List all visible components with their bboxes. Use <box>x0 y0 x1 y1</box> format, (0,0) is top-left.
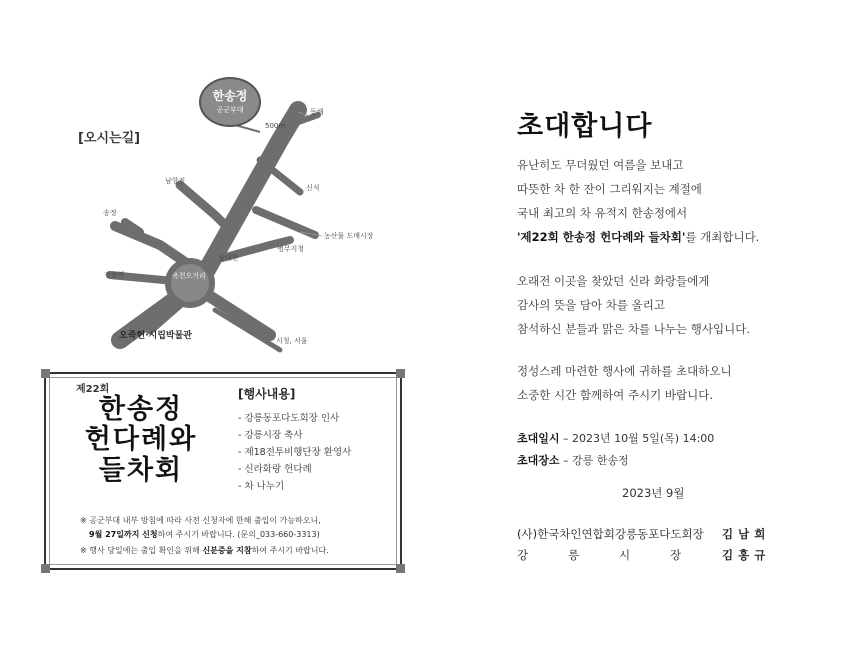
event-item: - 제18전투비행단장 환영사 <box>238 447 352 458</box>
map-label-namdaecheon: 남대천 <box>218 254 239 262</box>
event-edition: 제22회 <box>76 384 110 395</box>
invite-venue <box>517 452 629 468</box>
map-roundabout <box>168 261 212 305</box>
events-list <box>238 410 351 495</box>
invite-text-line: 정성스레 마련한 행사에 귀하를 초대하오니 <box>517 364 732 378</box>
invitation-title: 초대합니다 <box>517 111 653 142</box>
invite-dateline: 2023년 9월 <box>622 486 685 500</box>
notice-id-pre: ※ 행사 당일에는 출입 확인을 위해 <box>80 546 203 555</box>
frame-corner <box>41 369 50 378</box>
signature-line-1 <box>517 526 770 542</box>
signatory-1-org: (사)한국차인연합회강릉동포다도회장 <box>517 527 704 541</box>
event-item: - 강릉동포다도회장 인사 <box>238 413 340 424</box>
invite-text-line <box>517 229 759 245</box>
directions-map <box>0 0 430 360</box>
badge-name: 한송정 <box>212 89 248 103</box>
calligraphy-line-2: 헌다례와 <box>84 424 198 455</box>
map-label-cityhall: 시청, 서울 <box>276 337 308 345</box>
invite-text-line: 국내 최고의 차 유적지 한송정에서 <box>517 206 688 220</box>
notice-line-2 <box>89 529 320 540</box>
signatory-2-org <box>517 547 722 563</box>
badge-sub: 공군부대 <box>216 106 244 114</box>
event-item: - 강릉시장 축사 <box>238 430 303 441</box>
map-road-main <box>120 110 298 340</box>
map-road-namhangjin <box>180 185 228 228</box>
signature-line-2 <box>517 547 770 563</box>
invite-text-line: 오래전 이곳을 찾았던 신라 화랑들에게 <box>517 274 710 288</box>
frame-corner <box>396 369 405 378</box>
signatory-2-name: 김홍규 <box>722 548 771 562</box>
calligraphy-line-1: 한송정 <box>98 394 184 425</box>
map-label-museum: 오죽헌·시립박물관 <box>119 331 192 341</box>
map-road-market <box>256 210 315 235</box>
map-label-donghae: 동해 <box>310 108 324 116</box>
invite-text-line: 유난히도 무더웠던 여름을 보내고 <box>517 158 684 172</box>
events-title: [행사내용] <box>238 387 296 401</box>
notice-contact: 하여 주시기 바랍니다. (문의_033-660-3313) <box>157 530 320 539</box>
org-char: 강 <box>517 548 529 562</box>
invite-datetime <box>517 430 714 446</box>
map-label-byeongmu: 병무지청 <box>277 245 305 253</box>
invite-text-line: 감사의 뜻을 담아 차를 올리고 <box>517 298 665 312</box>
invite-text-line: 참석하신 분들과 맑은 차를 나누는 행사입니다. <box>517 322 751 336</box>
map-label-songjeong: 송정 <box>103 209 117 217</box>
org-char: 장 <box>670 548 682 562</box>
notice-id-bold: 신분증을 지참 <box>202 546 252 555</box>
notice-deadline: 9월 27일까지 신청 <box>89 530 158 539</box>
datetime-label: 초대일시 <box>517 432 560 445</box>
calligraphy-line-3: 들차회 <box>98 455 184 486</box>
signatory-1-name: 김남희 <box>722 527 771 541</box>
map-label-500m: 500m <box>265 122 286 130</box>
notice-id-post: 하여 주시기 바랍니다. <box>251 546 329 555</box>
map-label-namhangjin: 남항진 <box>165 177 186 185</box>
map-title: [오시는길] <box>78 131 141 146</box>
invite-text-line: 따뜻한 차 한 잔이 그리워지는 계절에 <box>517 182 702 196</box>
datetime-value: – 2023년 10월 5일(목) 14:00 <box>559 432 715 445</box>
notice-line-3 <box>80 545 329 556</box>
map-label-market: 농산물 도매시장 <box>324 232 374 240</box>
event-item: - 차 나누기 <box>238 481 285 492</box>
event-item: - 신라화랑 헌다례 <box>238 464 312 475</box>
org-char: 릉 <box>568 548 580 562</box>
venue-label: 초대장소 <box>517 454 560 467</box>
map-label-gangneung-station: 강릉역 <box>104 271 125 279</box>
map-label-okcheon: 옥천오거리 <box>172 272 206 280</box>
notice-line-1: ※ 공군부대 내부 방침에 따라 사전 신청자에 한해 출입이 가능하오니, <box>80 516 321 525</box>
venue-value: – 강릉 한송정 <box>559 454 629 467</box>
map-label-sinseok: 신석 <box>306 184 320 192</box>
map-road-west <box>115 226 185 262</box>
frame-corner <box>41 564 50 573</box>
hansongjeong-badge <box>199 77 261 127</box>
event-name: '제22회 한송정 헌다례와 들차회' <box>517 230 686 244</box>
invite-text-tail: 를 개최합니다. <box>685 230 760 244</box>
frame-corner <box>396 564 405 573</box>
invite-text-line: 소중한 시간 함께하여 주시기 바랍니다. <box>517 388 714 402</box>
org-char: 시 <box>619 548 631 562</box>
